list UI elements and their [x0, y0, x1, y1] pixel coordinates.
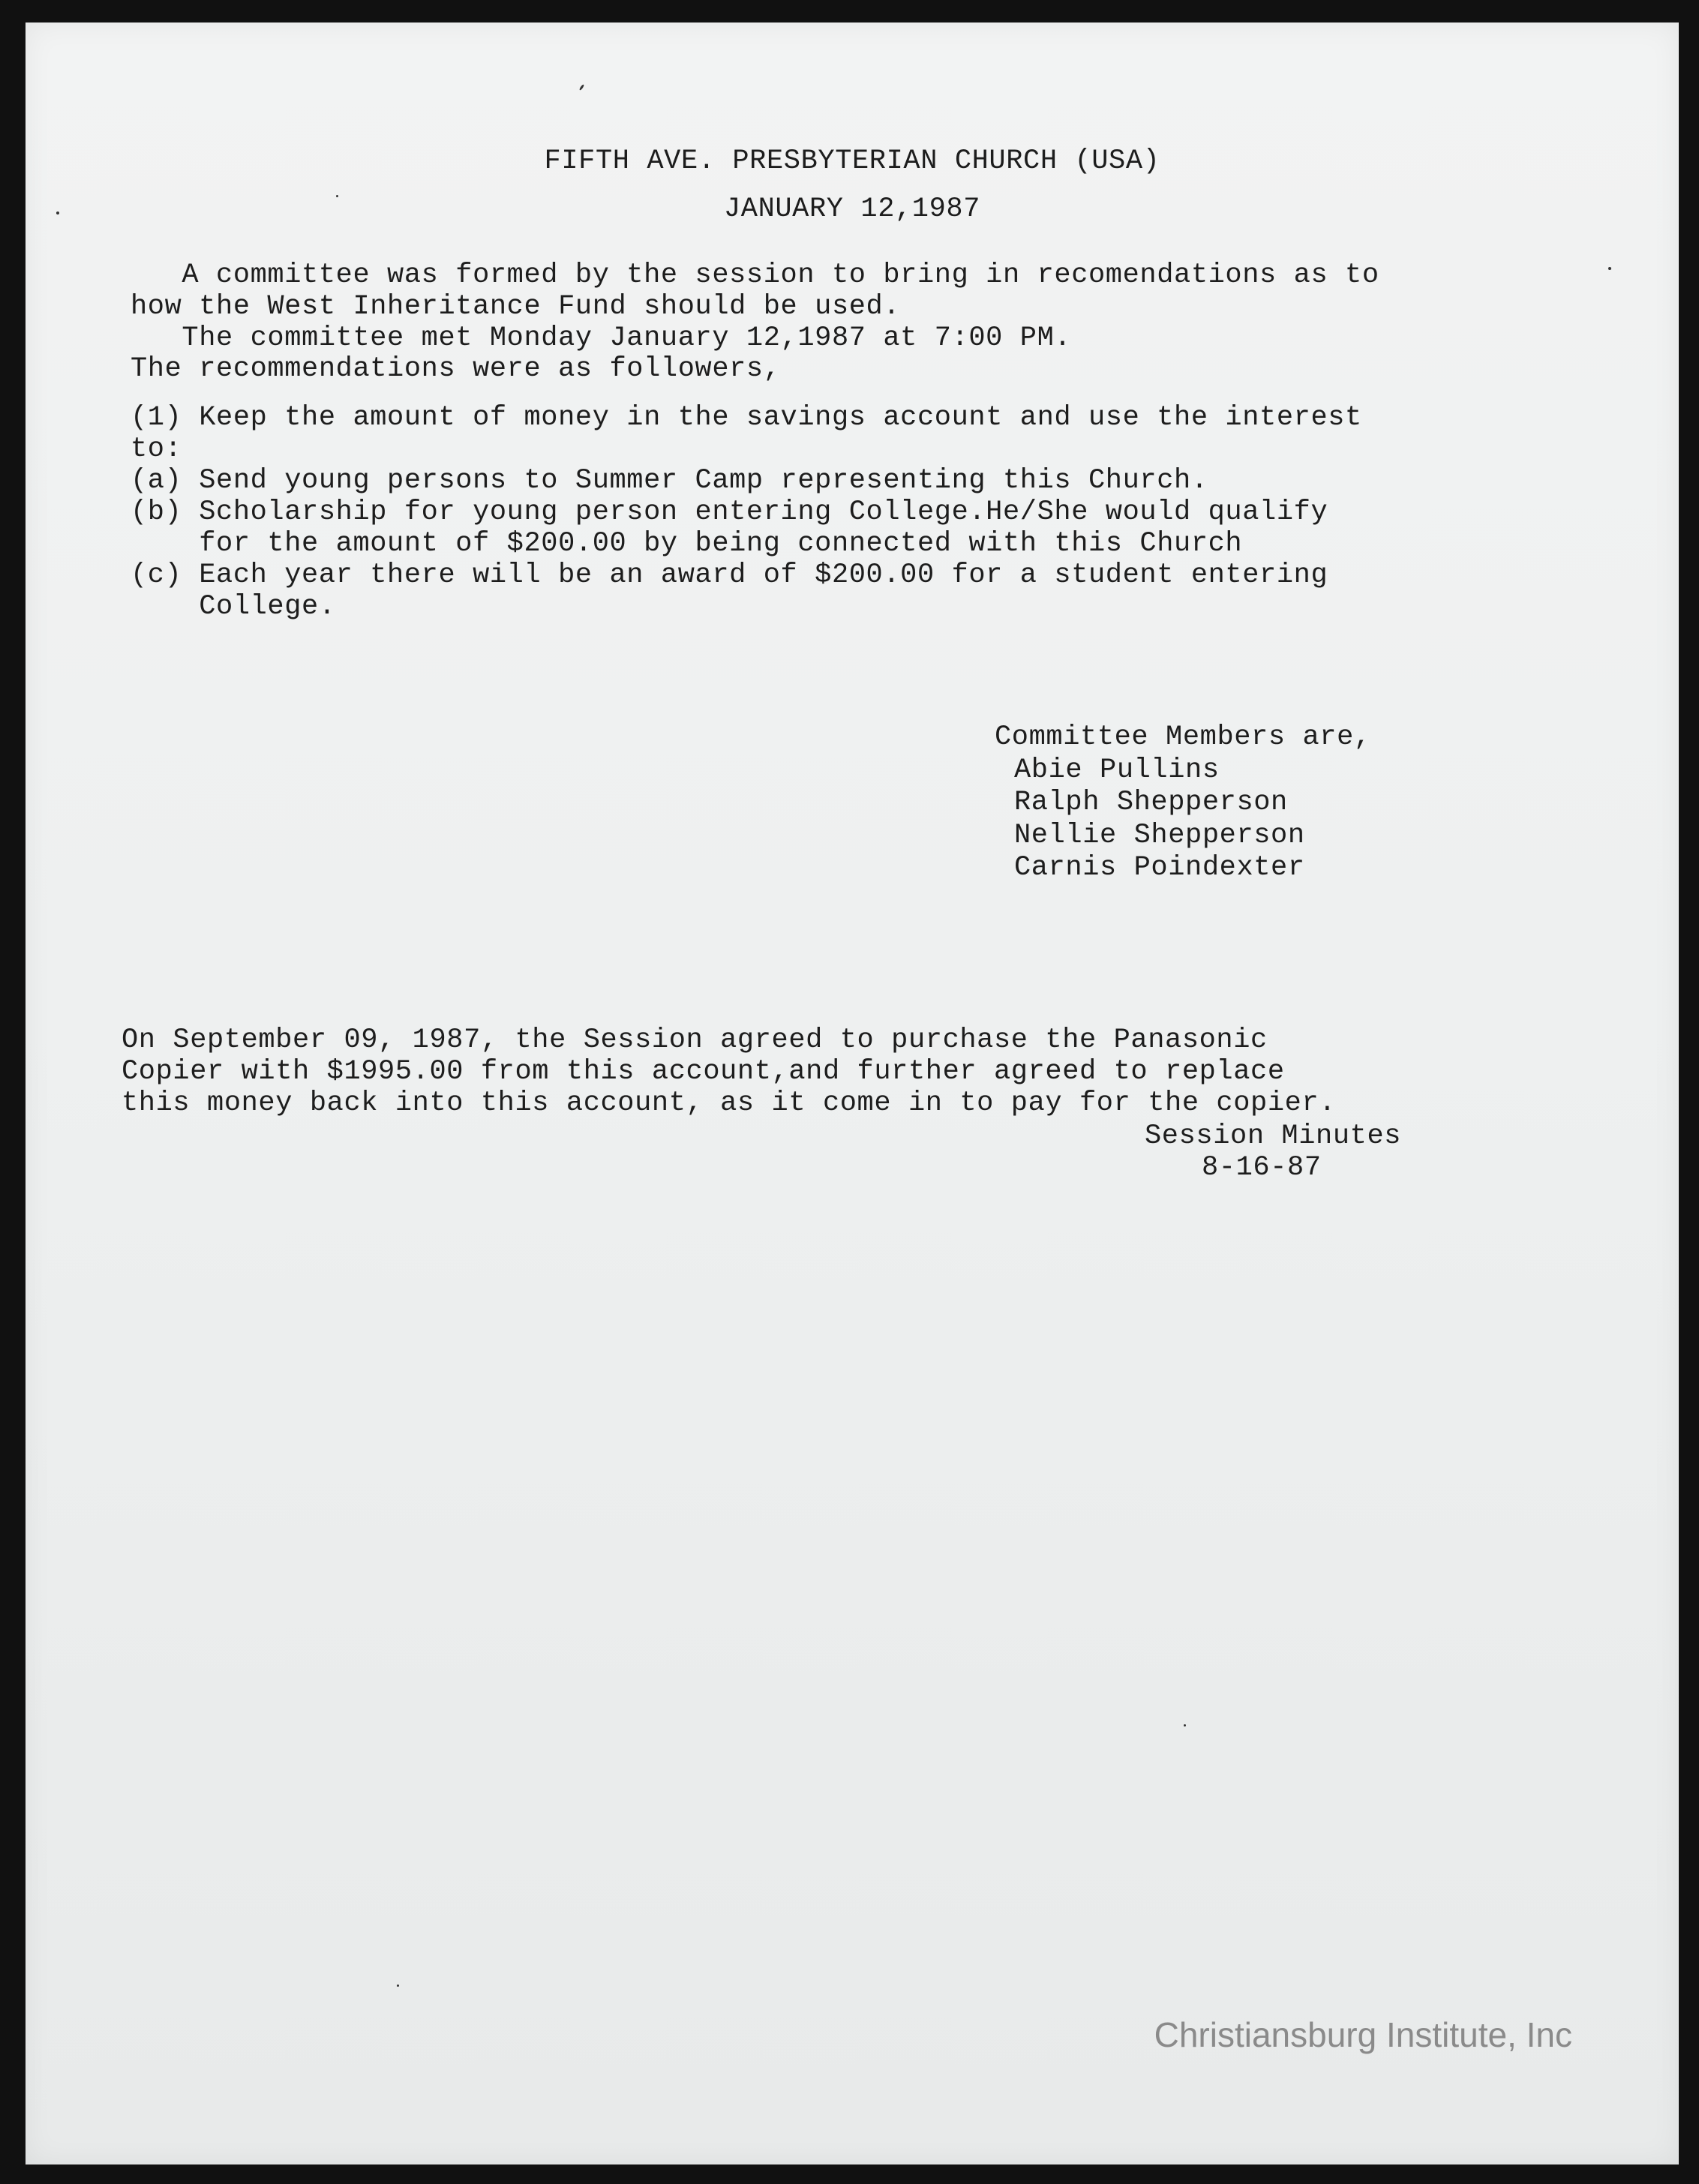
- ink-speck: [336, 195, 338, 197]
- ink-speck: [397, 1984, 399, 1987]
- intro-line: The recommendations were as followers,: [131, 353, 781, 385]
- ink-mark: [579, 84, 585, 91]
- list-item: (b) Scholarship for young person entering College.He/She would qualify: [131, 496, 1328, 528]
- document-page: [26, 22, 1679, 2164]
- list-item: (c) Each year there will be an award of $200.00 for a student entering: [131, 560, 1328, 591]
- committee-member: Abie Pullins: [1014, 754, 1220, 786]
- document-date: JANUARY 12,1987: [723, 194, 981, 225]
- list-item: (1) Keep the amount of money in the savings account and use the interest: [131, 402, 1362, 434]
- committee-heading: Committee Members are,: [995, 722, 1371, 753]
- ink-speck: [1184, 1724, 1186, 1726]
- ink-speck: [56, 212, 59, 214]
- list-item: College.: [131, 591, 336, 622]
- intro-line: A committee was formed by the session to bring in recomendations as to: [131, 260, 1379, 291]
- source-date: 8-16-87: [1202, 1152, 1322, 1184]
- source-label: Session Minutes: [1145, 1120, 1402, 1152]
- watermark: Christiansburg Institute, Inc: [1154, 2015, 1572, 2054]
- document-title: FIFTH AVE. PRESBYTERIAN CHURCH (USA): [544, 146, 1160, 177]
- intro-line: how the West Inheritance Fund should be used.: [131, 291, 901, 322]
- note-line: this money back into this account, as it come in to pay for the copier.: [122, 1088, 1337, 1119]
- committee-member: Nellie Shepperson: [1014, 820, 1305, 851]
- note-line: On September 09, 1987, the Session agreed to purchase the Panasonic: [122, 1024, 1268, 1056]
- committee-member: Ralph Shepperson: [1014, 787, 1288, 818]
- list-item: for the amount of $200.00 by being connected with this Church: [131, 528, 1243, 560]
- ink-speck: [1608, 267, 1611, 270]
- committee-member: Carnis Poindexter: [1014, 852, 1305, 884]
- list-item: to:: [131, 434, 182, 465]
- intro-line: The committee met Monday January 12,1987 at 7:00 PM.: [131, 322, 1072, 354]
- list-item: (a) Send young persons to Summer Camp representing this Church.: [131, 465, 1208, 496]
- note-line: Copier with $1995.00 from this account,and further agreed to replace: [122, 1056, 1285, 1088]
